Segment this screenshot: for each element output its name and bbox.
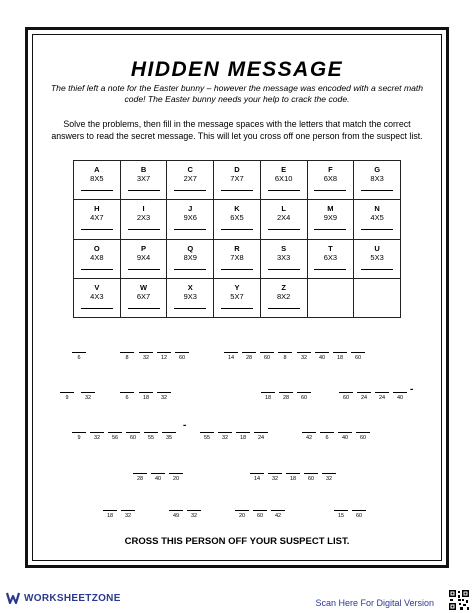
message-number: 12 xyxy=(160,355,168,361)
message-slot[interactable] xyxy=(81,392,95,402)
cross-off-text: CROSS THIS PERSON OFF YOUR SUSPECT LIST. xyxy=(124,536,350,547)
message-slot[interactable] xyxy=(144,432,158,442)
message-number: 32 xyxy=(271,476,279,482)
code-expression: 9X3 xyxy=(183,291,197,301)
message-slot[interactable] xyxy=(333,352,347,362)
message-slot[interactable] xyxy=(261,392,275,402)
code-letter: C xyxy=(187,165,193,174)
message-slot[interactable] xyxy=(356,432,370,442)
message-number: 24 xyxy=(360,395,368,401)
code-cell xyxy=(307,200,354,239)
message-number: 56 xyxy=(111,435,119,441)
code-letter: X xyxy=(187,282,193,292)
message-slot[interactable] xyxy=(279,392,293,402)
message-blank-line[interactable] xyxy=(144,432,158,433)
message-number: 32 xyxy=(160,395,168,401)
code-letter: M xyxy=(327,204,334,214)
message-blank-line[interactable] xyxy=(169,473,183,474)
code-cell xyxy=(214,200,261,239)
code-cell xyxy=(167,239,214,278)
message-number: 60 xyxy=(355,513,363,519)
message-blank-line[interactable] xyxy=(271,510,285,511)
message-number: 55 xyxy=(147,435,155,441)
scan-text: Scan Here For Digital Version xyxy=(315,598,434,608)
code-expression: 6X3 xyxy=(323,252,338,262)
code-expression: 8X3 xyxy=(370,174,384,183)
code-cell xyxy=(307,239,354,278)
worksheetzone-logo-icon xyxy=(6,592,20,604)
answer-blank[interactable] xyxy=(361,229,393,230)
message-blank-line[interactable] xyxy=(139,352,153,353)
message-number: 8 xyxy=(125,355,129,361)
message-blank-line[interactable] xyxy=(250,473,264,474)
code-expression: 4X3 xyxy=(90,291,104,301)
code-letter: E xyxy=(281,165,287,174)
message-slot[interactable] xyxy=(139,352,153,362)
message-blank-line[interactable] xyxy=(235,510,249,511)
message-blank-line[interactable] xyxy=(297,352,311,353)
message-blank-line[interactable] xyxy=(121,510,135,511)
message-slot[interactable] xyxy=(187,510,201,520)
code-cell xyxy=(120,161,167,200)
message-number: 9 xyxy=(77,435,81,441)
message-slot[interactable] xyxy=(133,473,147,483)
message-number: 14 xyxy=(253,476,261,482)
message-blank-line[interactable] xyxy=(120,392,134,393)
code-letter: B xyxy=(140,165,147,174)
code-expression: 4X8 xyxy=(90,252,104,262)
message-slot[interactable] xyxy=(320,432,334,442)
code-cell xyxy=(307,161,354,200)
message-number: 55 xyxy=(203,435,211,441)
answer-blank[interactable] xyxy=(128,269,160,270)
message-number: 32 xyxy=(190,513,198,519)
message-blank-line[interactable] xyxy=(322,473,336,474)
instructions-text: Solve the problems, then fill in the message spaces with the letters that match the correct answers to read the secret message. This will let you cross off one person from the suspect list. xyxy=(51,119,423,141)
message-blank-line[interactable] xyxy=(297,392,311,393)
message-number: 60 xyxy=(342,395,350,401)
message-number: 32 xyxy=(300,355,308,361)
code-expression: 6X5 xyxy=(230,213,244,223)
message-blank-line[interactable] xyxy=(151,473,165,474)
message-blank-line[interactable] xyxy=(187,510,201,511)
message-number: 40 xyxy=(318,355,326,361)
message-number: 40 xyxy=(154,476,162,482)
code-cell xyxy=(167,200,214,239)
code-expression: 9X9 xyxy=(323,213,338,223)
message-slot[interactable] xyxy=(169,473,183,483)
message-blank-line[interactable] xyxy=(169,510,183,511)
code-cell xyxy=(214,278,261,317)
message-slot[interactable] xyxy=(268,473,282,483)
message-blank-line[interactable] xyxy=(278,352,292,353)
message-number: 60 xyxy=(129,435,137,441)
message-number: 20 xyxy=(238,513,246,519)
code-cell xyxy=(214,161,261,200)
message-slot[interactable] xyxy=(139,392,153,402)
message-slot[interactable] xyxy=(334,510,348,520)
message-number: 18 xyxy=(289,476,297,482)
message-slot[interactable] xyxy=(250,473,264,483)
message-blank-line[interactable] xyxy=(339,392,353,393)
code-expression: 6X7 xyxy=(136,291,151,301)
message-slot[interactable] xyxy=(175,352,189,362)
code-table-row xyxy=(74,161,401,200)
answer-blank[interactable] xyxy=(268,229,300,230)
code-letter: Q xyxy=(187,243,194,253)
message-blank-line[interactable] xyxy=(375,392,389,393)
message-slot[interactable] xyxy=(286,473,300,483)
message-blank-line[interactable] xyxy=(60,392,74,393)
message-blank-line[interactable] xyxy=(357,392,371,393)
code-cell xyxy=(120,200,167,239)
code-expression: 5X3 xyxy=(370,252,384,262)
answer-blank[interactable] xyxy=(81,190,113,191)
message-number: 60 xyxy=(178,355,186,361)
message-slot[interactable] xyxy=(224,352,238,362)
answer-blank[interactable] xyxy=(221,190,253,191)
message-slot[interactable] xyxy=(72,432,86,442)
code-letter: H xyxy=(94,204,100,214)
code-expression: 7X7 xyxy=(230,174,244,183)
message-slot[interactable] xyxy=(108,432,122,442)
code-cell xyxy=(260,161,307,200)
message-number: 14 xyxy=(227,355,235,361)
code-letter: P xyxy=(141,243,147,253)
code-expression: 2X3 xyxy=(136,213,151,223)
message-slot[interactable] xyxy=(235,510,249,520)
message-blank-line[interactable] xyxy=(320,432,334,433)
code-expression: 2X4 xyxy=(276,213,291,223)
message-number: 18 xyxy=(142,395,150,401)
answer-blank[interactable] xyxy=(128,229,160,230)
code-expression: 9X6 xyxy=(183,213,197,223)
message-blank-line[interactable] xyxy=(236,432,250,433)
code-table-row xyxy=(74,278,401,317)
message-slot[interactable] xyxy=(200,432,214,442)
code-cell xyxy=(354,200,401,239)
message-number: 32 xyxy=(124,513,132,519)
message-blank-line[interactable] xyxy=(224,352,238,353)
answer-blank[interactable] xyxy=(81,308,113,309)
message-slot[interactable] xyxy=(120,352,134,362)
message-slot[interactable] xyxy=(339,392,353,402)
code-expression: 5X7 xyxy=(230,291,244,301)
code-letter: R xyxy=(234,243,240,253)
message-blank-line[interactable] xyxy=(139,392,153,393)
intro-text: The thief left a note for the Easter bunny – however the message was encoded with a secret math code! The Easter bunny needs your help to crack the code. xyxy=(50,83,424,104)
code-expression: 6X10 xyxy=(274,174,293,183)
message-number: 6 xyxy=(77,355,81,361)
message-number: 18 xyxy=(106,513,114,519)
code-cell xyxy=(74,278,121,317)
answer-blank[interactable] xyxy=(221,308,253,309)
code-letter: D xyxy=(234,165,240,174)
message-blank-line[interactable] xyxy=(254,432,268,433)
message-slot[interactable] xyxy=(278,352,292,362)
code-cell xyxy=(260,239,307,278)
answer-blank[interactable] xyxy=(128,190,160,191)
message-number: 32 xyxy=(142,355,150,361)
message-blank-line[interactable] xyxy=(334,510,348,511)
message-number: 20 xyxy=(172,476,180,482)
message-number: 6 xyxy=(125,395,129,401)
message-number: 24 xyxy=(378,395,386,401)
answer-blank[interactable] xyxy=(314,190,346,191)
message-blank-line[interactable] xyxy=(333,352,347,353)
message-blank-line[interactable] xyxy=(261,392,275,393)
code-table-row xyxy=(74,200,401,239)
code-expression: 8X5 xyxy=(90,174,104,183)
message-blank-line[interactable] xyxy=(200,432,214,433)
answer-blank[interactable] xyxy=(221,229,253,230)
message-slot[interactable] xyxy=(169,510,183,520)
message-slot[interactable] xyxy=(120,392,134,402)
code-letter: T xyxy=(328,243,333,253)
code-letter: L xyxy=(281,204,286,214)
code-expression: 9X4 xyxy=(136,252,151,262)
message-slot[interactable] xyxy=(357,392,371,402)
message-number: 49 xyxy=(172,513,180,519)
code-expression: 4X7 xyxy=(90,213,104,223)
message-slot[interactable] xyxy=(151,473,165,483)
message-number: 6 xyxy=(325,435,329,441)
answer-blank[interactable] xyxy=(268,269,300,270)
answer-blank[interactable] xyxy=(221,269,253,270)
answer-blank[interactable] xyxy=(361,190,393,191)
message-slot[interactable] xyxy=(375,392,389,402)
answer-blank[interactable] xyxy=(81,269,113,270)
message-blank-line[interactable] xyxy=(126,432,140,433)
message-blank-line[interactable] xyxy=(393,392,407,393)
message-number: 15 xyxy=(337,513,345,519)
message-slot[interactable] xyxy=(393,392,407,402)
answer-blank[interactable] xyxy=(361,269,393,270)
message-number: 28 xyxy=(245,355,253,361)
code-cell xyxy=(354,278,401,317)
message-slot[interactable] xyxy=(338,432,352,442)
message-number: 28 xyxy=(136,476,144,482)
message-number: 40 xyxy=(341,435,349,441)
code-letter: Y xyxy=(234,282,240,292)
answer-blank[interactable] xyxy=(81,229,113,230)
answer-blank[interactable] xyxy=(174,308,206,309)
message-slot[interactable] xyxy=(242,352,256,362)
message-slot[interactable] xyxy=(72,352,86,362)
message-slot[interactable] xyxy=(302,432,316,442)
code-cell xyxy=(260,278,307,317)
code-letter: V xyxy=(94,282,100,292)
message-slot[interactable] xyxy=(236,432,250,442)
message-punctuation: - xyxy=(410,384,414,395)
code-letter: W xyxy=(140,282,148,292)
code-cell xyxy=(260,200,307,239)
code-table-row xyxy=(74,239,401,278)
message-blank-line[interactable] xyxy=(268,473,282,474)
code-cell xyxy=(74,200,121,239)
code-cell xyxy=(74,161,121,200)
message-blank-line[interactable] xyxy=(90,432,104,433)
message-blank-line[interactable] xyxy=(157,352,171,353)
message-slot[interactable] xyxy=(60,392,74,402)
answer-blank[interactable] xyxy=(314,269,346,270)
message-slot[interactable] xyxy=(157,392,171,402)
message-slot[interactable] xyxy=(297,352,311,362)
message-blank-line[interactable] xyxy=(218,432,232,433)
message-slot[interactable] xyxy=(157,352,171,362)
message-blank-line[interactable] xyxy=(120,352,134,353)
code-letter: N xyxy=(374,204,380,214)
message-slot[interactable] xyxy=(260,352,274,362)
message-blank-line[interactable] xyxy=(356,432,370,433)
code-letter: J xyxy=(188,204,193,214)
message-number: 60 xyxy=(354,355,362,361)
message-slot[interactable] xyxy=(103,510,117,520)
worksheet-title: HIDDEN MESSAGE xyxy=(130,58,344,81)
message-number: 8 xyxy=(283,355,287,361)
message-blank-line[interactable] xyxy=(260,352,274,353)
code-expression: 8X9 xyxy=(183,252,197,262)
code-letter: F xyxy=(328,165,333,174)
message-slot[interactable] xyxy=(254,432,268,442)
code-letter: A xyxy=(94,165,100,174)
answer-blank[interactable] xyxy=(174,269,206,270)
code-cell xyxy=(214,239,261,278)
answer-blank[interactable] xyxy=(268,308,300,309)
message-blank-line[interactable] xyxy=(253,510,267,511)
code-expression: 4X5 xyxy=(370,213,384,223)
message-slot[interactable] xyxy=(162,432,176,442)
code-letter: Z xyxy=(281,282,286,292)
message-blank-line[interactable] xyxy=(162,432,176,433)
message-blank-line[interactable] xyxy=(286,473,300,474)
message-slot[interactable] xyxy=(218,432,232,442)
message-blank-line[interactable] xyxy=(352,510,366,511)
answer-blank[interactable] xyxy=(174,229,206,230)
message-slot[interactable] xyxy=(322,473,336,483)
code-cell xyxy=(354,239,401,278)
message-blank-line[interactable] xyxy=(304,473,318,474)
message-number: 60 xyxy=(256,513,264,519)
code-cell xyxy=(74,239,121,278)
message-slot[interactable] xyxy=(315,352,329,362)
message-number: 18 xyxy=(239,435,247,441)
message-slot[interactable] xyxy=(121,510,135,520)
message-number: 60 xyxy=(263,355,271,361)
answer-blank[interactable] xyxy=(268,190,300,191)
message-slot[interactable] xyxy=(352,510,366,520)
code-cell xyxy=(167,161,214,200)
message-blank-line[interactable] xyxy=(133,473,147,474)
footer-bar xyxy=(0,588,474,613)
code-letter: U xyxy=(374,243,380,253)
message-number: 60 xyxy=(359,435,367,441)
code-expression: 3X7 xyxy=(136,174,151,183)
message-slot[interactable] xyxy=(304,473,318,483)
code-expression: 8X2 xyxy=(276,291,291,301)
code-cell xyxy=(120,278,167,317)
message-number: 32 xyxy=(325,476,333,482)
message-blank-line[interactable] xyxy=(338,432,352,433)
code-cell xyxy=(120,239,167,278)
message-blank-line[interactable] xyxy=(242,352,256,353)
message-slot[interactable] xyxy=(351,352,365,362)
message-blank-line[interactable] xyxy=(81,392,95,393)
message-blank-line[interactable] xyxy=(351,352,365,353)
code-expression: 6X8 xyxy=(323,174,338,183)
code-letter: K xyxy=(234,204,240,214)
code-expression: 3X3 xyxy=(276,252,291,262)
message-number: 35 xyxy=(165,435,173,441)
message-number: 9 xyxy=(65,395,69,401)
message-number: 32 xyxy=(221,435,229,441)
message-blank-line[interactable] xyxy=(279,392,293,393)
qr-code-icon[interactable] xyxy=(448,589,470,611)
code-letter: G xyxy=(374,165,381,174)
message-number: 18 xyxy=(264,395,272,401)
message-punctuation: - xyxy=(183,420,187,431)
message-number: 60 xyxy=(307,476,315,482)
code-cell xyxy=(307,278,354,317)
message-blank-line[interactable] xyxy=(108,432,122,433)
message-blank-line[interactable] xyxy=(72,432,86,433)
code-cell xyxy=(167,278,214,317)
message-number: 42 xyxy=(274,513,282,519)
code-expression: 7X8 xyxy=(230,252,244,262)
code-cell xyxy=(354,161,401,200)
message-number: 32 xyxy=(93,435,101,441)
message-blank-line[interactable] xyxy=(315,352,329,353)
answer-blank[interactable] xyxy=(314,229,346,230)
message-number: 42 xyxy=(305,435,313,441)
message-slot[interactable] xyxy=(297,392,311,402)
message-number: 60 xyxy=(300,395,308,401)
message-blank-line[interactable] xyxy=(175,352,189,353)
code-letter: O xyxy=(93,243,100,253)
message-slot[interactable] xyxy=(271,510,285,520)
message-number: 40 xyxy=(396,395,404,401)
code-letter: S xyxy=(281,243,287,253)
message-slot[interactable] xyxy=(126,432,140,442)
code-table xyxy=(73,160,401,318)
answer-blank[interactable] xyxy=(174,190,206,191)
message-blank-line[interactable] xyxy=(157,392,171,393)
code-letter: I xyxy=(142,204,145,214)
message-number: 32 xyxy=(84,395,92,401)
message-number: 28 xyxy=(282,395,290,401)
brand-name[interactable]: WORKSHEETZONE xyxy=(24,593,121,604)
message-number: 18 xyxy=(336,355,344,361)
code-expression: 2X7 xyxy=(183,174,197,183)
message-blank-line[interactable] xyxy=(72,352,86,353)
answer-blank[interactable] xyxy=(128,308,160,309)
message-slot[interactable] xyxy=(253,510,267,520)
message-blank-line[interactable] xyxy=(302,432,316,433)
message-slot[interactable] xyxy=(90,432,104,442)
message-blank-line[interactable] xyxy=(103,510,117,511)
message-number: 24 xyxy=(257,435,265,441)
